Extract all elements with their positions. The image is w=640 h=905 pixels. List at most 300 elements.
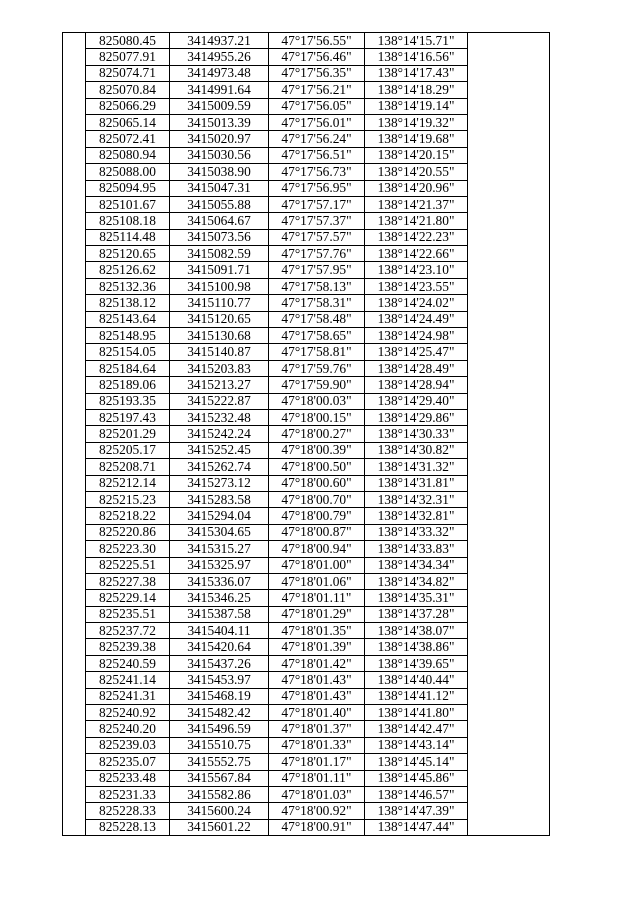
x-coordinate-cell: 825228.33 bbox=[86, 803, 170, 819]
latitude-cell: 47°18'00.91" bbox=[269, 819, 365, 835]
longitude-cell: 138°14'24.02" bbox=[365, 295, 468, 311]
empty-trailing-cell bbox=[468, 278, 550, 294]
y-coordinate-cell: 3415038.90 bbox=[170, 164, 269, 180]
empty-leading-cell bbox=[63, 819, 86, 835]
table-row bbox=[63, 541, 550, 557]
empty-leading-cell bbox=[63, 65, 86, 81]
table-row bbox=[63, 606, 550, 622]
empty-leading-cell bbox=[63, 541, 86, 557]
y-coordinate-cell: 3415420.64 bbox=[170, 639, 269, 655]
y-coordinate-cell: 3415315.27 bbox=[170, 541, 269, 557]
longitude-cell: 138°14'21.37" bbox=[365, 196, 468, 212]
empty-trailing-cell bbox=[468, 786, 550, 802]
longitude-cell: 138°14'42.47" bbox=[365, 721, 468, 737]
table-row bbox=[63, 475, 550, 491]
empty-leading-cell bbox=[63, 770, 86, 786]
empty-leading-cell bbox=[63, 409, 86, 425]
latitude-cell: 47°17'56.73" bbox=[269, 164, 365, 180]
empty-leading-cell bbox=[63, 721, 86, 737]
y-coordinate-cell: 3415567.84 bbox=[170, 770, 269, 786]
table-row bbox=[63, 49, 550, 65]
x-coordinate-cell: 825215.23 bbox=[86, 491, 170, 507]
table-row bbox=[63, 803, 550, 819]
empty-leading-cell bbox=[63, 377, 86, 393]
y-coordinate-cell: 3415404.11 bbox=[170, 623, 269, 639]
empty-leading-cell bbox=[63, 442, 86, 458]
empty-trailing-cell bbox=[468, 524, 550, 540]
table-row bbox=[63, 786, 550, 802]
latitude-cell: 47°17'56.51" bbox=[269, 147, 365, 163]
longitude-cell: 138°14'34.34" bbox=[365, 557, 468, 573]
x-coordinate-cell: 825227.38 bbox=[86, 573, 170, 589]
table-row bbox=[63, 639, 550, 655]
x-coordinate-cell: 825193.35 bbox=[86, 393, 170, 409]
latitude-cell: 47°17'58.13" bbox=[269, 278, 365, 294]
x-coordinate-cell: 825223.30 bbox=[86, 541, 170, 557]
empty-trailing-cell bbox=[468, 688, 550, 704]
x-coordinate-cell: 825080.94 bbox=[86, 147, 170, 163]
table-row bbox=[63, 672, 550, 688]
longitude-cell: 138°14'20.15" bbox=[365, 147, 468, 163]
table-row bbox=[63, 278, 550, 294]
longitude-cell: 138°14'33.83" bbox=[365, 541, 468, 557]
empty-leading-cell bbox=[63, 786, 86, 802]
empty-leading-cell bbox=[63, 606, 86, 622]
latitude-cell: 47°18'00.39" bbox=[269, 442, 365, 458]
x-coordinate-cell: 825154.05 bbox=[86, 344, 170, 360]
empty-trailing-cell bbox=[468, 196, 550, 212]
y-coordinate-cell: 3415283.58 bbox=[170, 491, 269, 507]
latitude-cell: 47°18'00.94" bbox=[269, 541, 365, 557]
y-coordinate-cell: 3414955.26 bbox=[170, 49, 269, 65]
x-coordinate-cell: 825072.41 bbox=[86, 131, 170, 147]
y-coordinate-cell: 3415294.04 bbox=[170, 508, 269, 524]
y-coordinate-cell: 3415273.12 bbox=[170, 475, 269, 491]
empty-leading-cell bbox=[63, 213, 86, 229]
y-coordinate-cell: 3415073.56 bbox=[170, 229, 269, 245]
longitude-cell: 138°14'35.31" bbox=[365, 590, 468, 606]
table-row bbox=[63, 229, 550, 245]
empty-trailing-cell bbox=[468, 819, 550, 835]
latitude-cell: 47°17'57.57" bbox=[269, 229, 365, 245]
x-coordinate-cell: 825241.31 bbox=[86, 688, 170, 704]
longitude-cell: 138°14'16.56" bbox=[365, 49, 468, 65]
empty-trailing-cell bbox=[468, 246, 550, 262]
table-row bbox=[63, 426, 550, 442]
empty-leading-cell bbox=[63, 426, 86, 442]
longitude-cell: 138°14'29.40" bbox=[365, 393, 468, 409]
y-coordinate-cell: 3415437.26 bbox=[170, 655, 269, 671]
x-coordinate-cell: 825074.71 bbox=[86, 65, 170, 81]
empty-trailing-cell bbox=[468, 672, 550, 688]
latitude-cell: 47°18'00.50" bbox=[269, 459, 365, 475]
latitude-cell: 47°18'00.15" bbox=[269, 409, 365, 425]
x-coordinate-cell: 825077.91 bbox=[86, 49, 170, 65]
y-coordinate-cell: 3415030.56 bbox=[170, 147, 269, 163]
table-row bbox=[63, 770, 550, 786]
table-row bbox=[63, 819, 550, 835]
longitude-cell: 138°14'39.65" bbox=[365, 655, 468, 671]
x-coordinate-cell: 825231.33 bbox=[86, 786, 170, 802]
empty-leading-cell bbox=[63, 164, 86, 180]
empty-leading-cell bbox=[63, 803, 86, 819]
table-row bbox=[63, 737, 550, 753]
y-coordinate-cell: 3415252.45 bbox=[170, 442, 269, 458]
x-coordinate-cell: 825143.64 bbox=[86, 311, 170, 327]
y-coordinate-cell: 3415482.42 bbox=[170, 705, 269, 721]
latitude-cell: 47°18'00.60" bbox=[269, 475, 365, 491]
empty-trailing-cell bbox=[468, 164, 550, 180]
empty-leading-cell bbox=[63, 98, 86, 114]
empty-trailing-cell bbox=[468, 65, 550, 81]
x-coordinate-cell: 825228.13 bbox=[86, 819, 170, 835]
empty-trailing-cell bbox=[468, 655, 550, 671]
x-coordinate-cell: 825070.84 bbox=[86, 82, 170, 98]
latitude-cell: 47°18'01.03" bbox=[269, 786, 365, 802]
latitude-cell: 47°18'01.40" bbox=[269, 705, 365, 721]
empty-trailing-cell bbox=[468, 262, 550, 278]
latitude-cell: 47°18'01.39" bbox=[269, 639, 365, 655]
longitude-cell: 138°14'46.57" bbox=[365, 786, 468, 802]
x-coordinate-cell: 825201.29 bbox=[86, 426, 170, 442]
latitude-cell: 47°17'56.35" bbox=[269, 65, 365, 81]
longitude-cell: 138°14'43.14" bbox=[365, 737, 468, 753]
y-coordinate-cell: 3415496.59 bbox=[170, 721, 269, 737]
longitude-cell: 138°14'38.86" bbox=[365, 639, 468, 655]
longitude-cell: 138°14'19.32" bbox=[365, 114, 468, 130]
table-row bbox=[63, 491, 550, 507]
latitude-cell: 47°18'00.27" bbox=[269, 426, 365, 442]
y-coordinate-cell: 3415304.65 bbox=[170, 524, 269, 540]
latitude-cell: 47°17'56.95" bbox=[269, 180, 365, 196]
x-coordinate-cell: 825220.86 bbox=[86, 524, 170, 540]
empty-trailing-cell bbox=[468, 360, 550, 376]
longitude-cell: 138°14'22.23" bbox=[365, 229, 468, 245]
latitude-cell: 47°17'59.76" bbox=[269, 360, 365, 376]
latitude-cell: 47°18'01.35" bbox=[269, 623, 365, 639]
longitude-cell: 138°14'17.43" bbox=[365, 65, 468, 81]
longitude-cell: 138°14'32.31" bbox=[365, 491, 468, 507]
table-row bbox=[63, 442, 550, 458]
x-coordinate-cell: 825233.48 bbox=[86, 770, 170, 786]
empty-leading-cell bbox=[63, 344, 86, 360]
empty-leading-cell bbox=[63, 360, 86, 376]
empty-trailing-cell bbox=[468, 213, 550, 229]
longitude-cell: 138°14'41.12" bbox=[365, 688, 468, 704]
y-coordinate-cell: 3415110.77 bbox=[170, 295, 269, 311]
table-row bbox=[63, 557, 550, 573]
y-coordinate-cell: 3415091.71 bbox=[170, 262, 269, 278]
table-row bbox=[63, 164, 550, 180]
latitude-cell: 47°17'56.01" bbox=[269, 114, 365, 130]
table-row bbox=[63, 295, 550, 311]
latitude-cell: 47°18'01.42" bbox=[269, 655, 365, 671]
empty-trailing-cell bbox=[468, 82, 550, 98]
longitude-cell: 138°14'20.96" bbox=[365, 180, 468, 196]
longitude-cell: 138°14'18.29" bbox=[365, 82, 468, 98]
empty-leading-cell bbox=[63, 705, 86, 721]
empty-trailing-cell bbox=[468, 606, 550, 622]
table-row bbox=[63, 754, 550, 770]
empty-leading-cell bbox=[63, 311, 86, 327]
longitude-cell: 138°14'37.28" bbox=[365, 606, 468, 622]
y-coordinate-cell: 3415203.83 bbox=[170, 360, 269, 376]
longitude-cell: 138°14'30.82" bbox=[365, 442, 468, 458]
empty-trailing-cell bbox=[468, 147, 550, 163]
x-coordinate-cell: 825239.38 bbox=[86, 639, 170, 655]
latitude-cell: 47°18'01.11" bbox=[269, 770, 365, 786]
x-coordinate-cell: 825240.20 bbox=[86, 721, 170, 737]
y-coordinate-cell: 3415601.22 bbox=[170, 819, 269, 835]
longitude-cell: 138°14'25.47" bbox=[365, 344, 468, 360]
longitude-cell: 138°14'41.80" bbox=[365, 705, 468, 721]
y-coordinate-cell: 3415130.68 bbox=[170, 328, 269, 344]
empty-leading-cell bbox=[63, 508, 86, 524]
longitude-cell: 138°14'24.49" bbox=[365, 311, 468, 327]
latitude-cell: 47°18'01.00" bbox=[269, 557, 365, 573]
y-coordinate-cell: 3415600.24 bbox=[170, 803, 269, 819]
longitude-cell: 138°14'20.55" bbox=[365, 164, 468, 180]
empty-leading-cell bbox=[63, 82, 86, 98]
latitude-cell: 47°18'00.03" bbox=[269, 393, 365, 409]
empty-trailing-cell bbox=[468, 131, 550, 147]
empty-leading-cell bbox=[63, 754, 86, 770]
y-coordinate-cell: 3415510.75 bbox=[170, 737, 269, 753]
x-coordinate-cell: 825197.43 bbox=[86, 409, 170, 425]
empty-trailing-cell bbox=[468, 737, 550, 753]
empty-trailing-cell bbox=[468, 459, 550, 475]
y-coordinate-cell: 3415552.75 bbox=[170, 754, 269, 770]
empty-trailing-cell bbox=[468, 114, 550, 130]
table-row bbox=[63, 147, 550, 163]
latitude-cell: 47°18'00.79" bbox=[269, 508, 365, 524]
empty-trailing-cell bbox=[468, 409, 550, 425]
empty-leading-cell bbox=[63, 688, 86, 704]
empty-leading-cell bbox=[63, 590, 86, 606]
table-row bbox=[63, 65, 550, 81]
y-coordinate-cell: 3415009.59 bbox=[170, 98, 269, 114]
y-coordinate-cell: 3414973.48 bbox=[170, 65, 269, 81]
x-coordinate-cell: 825088.00 bbox=[86, 164, 170, 180]
table-row bbox=[63, 33, 550, 49]
empty-trailing-cell bbox=[468, 770, 550, 786]
table-row bbox=[63, 409, 550, 425]
longitude-cell: 138°14'24.98" bbox=[365, 328, 468, 344]
empty-leading-cell bbox=[63, 393, 86, 409]
table-row bbox=[63, 114, 550, 130]
empty-leading-cell bbox=[63, 491, 86, 507]
table-row bbox=[63, 180, 550, 196]
empty-trailing-cell bbox=[468, 803, 550, 819]
empty-trailing-cell bbox=[468, 98, 550, 114]
longitude-cell: 138°14'45.14" bbox=[365, 754, 468, 770]
y-coordinate-cell: 3415064.67 bbox=[170, 213, 269, 229]
coordinates-table-body bbox=[63, 33, 550, 836]
longitude-cell: 138°14'31.81" bbox=[365, 475, 468, 491]
y-coordinate-cell: 3415582.86 bbox=[170, 786, 269, 802]
empty-leading-cell bbox=[63, 246, 86, 262]
empty-trailing-cell bbox=[468, 229, 550, 245]
empty-trailing-cell bbox=[468, 180, 550, 196]
x-coordinate-cell: 825240.92 bbox=[86, 705, 170, 721]
table-row bbox=[63, 82, 550, 98]
table-row bbox=[63, 131, 550, 147]
longitude-cell: 138°14'38.07" bbox=[365, 623, 468, 639]
latitude-cell: 47°18'01.37" bbox=[269, 721, 365, 737]
empty-leading-cell bbox=[63, 672, 86, 688]
empty-leading-cell bbox=[63, 196, 86, 212]
table-row bbox=[63, 623, 550, 639]
x-coordinate-cell: 825114.48 bbox=[86, 229, 170, 245]
empty-leading-cell bbox=[63, 278, 86, 294]
longitude-cell: 138°14'47.44" bbox=[365, 819, 468, 835]
empty-trailing-cell bbox=[468, 344, 550, 360]
table-row bbox=[63, 344, 550, 360]
longitude-cell: 138°14'23.10" bbox=[365, 262, 468, 278]
empty-leading-cell bbox=[63, 573, 86, 589]
latitude-cell: 47°17'57.76" bbox=[269, 246, 365, 262]
latitude-cell: 47°17'56.21" bbox=[269, 82, 365, 98]
empty-trailing-cell bbox=[468, 442, 550, 458]
latitude-cell: 47°18'01.43" bbox=[269, 672, 365, 688]
table-row bbox=[63, 721, 550, 737]
y-coordinate-cell: 3415120.65 bbox=[170, 311, 269, 327]
empty-leading-cell bbox=[63, 655, 86, 671]
y-coordinate-cell: 3415020.97 bbox=[170, 131, 269, 147]
table-row bbox=[63, 246, 550, 262]
empty-leading-cell bbox=[63, 639, 86, 655]
empty-trailing-cell bbox=[468, 33, 550, 49]
y-coordinate-cell: 3415262.74 bbox=[170, 459, 269, 475]
latitude-cell: 47°17'56.24" bbox=[269, 131, 365, 147]
table-row bbox=[63, 705, 550, 721]
table-row bbox=[63, 377, 550, 393]
coordinates-table bbox=[62, 32, 550, 836]
longitude-cell: 138°14'29.86" bbox=[365, 409, 468, 425]
latitude-cell: 47°17'57.17" bbox=[269, 196, 365, 212]
empty-leading-cell bbox=[63, 229, 86, 245]
y-coordinate-cell: 3415100.98 bbox=[170, 278, 269, 294]
empty-trailing-cell bbox=[468, 328, 550, 344]
y-coordinate-cell: 3415140.87 bbox=[170, 344, 269, 360]
y-coordinate-cell: 3415453.97 bbox=[170, 672, 269, 688]
latitude-cell: 47°17'56.46" bbox=[269, 49, 365, 65]
empty-trailing-cell bbox=[468, 311, 550, 327]
x-coordinate-cell: 825235.07 bbox=[86, 754, 170, 770]
x-coordinate-cell: 825208.71 bbox=[86, 459, 170, 475]
x-coordinate-cell: 825240.59 bbox=[86, 655, 170, 671]
x-coordinate-cell: 825237.72 bbox=[86, 623, 170, 639]
x-coordinate-cell: 825065.14 bbox=[86, 114, 170, 130]
x-coordinate-cell: 825218.22 bbox=[86, 508, 170, 524]
latitude-cell: 47°17'56.05" bbox=[269, 98, 365, 114]
longitude-cell: 138°14'31.32" bbox=[365, 459, 468, 475]
y-coordinate-cell: 3415387.58 bbox=[170, 606, 269, 622]
x-coordinate-cell: 825148.95 bbox=[86, 328, 170, 344]
x-coordinate-cell: 825138.12 bbox=[86, 295, 170, 311]
empty-trailing-cell bbox=[468, 557, 550, 573]
table-row bbox=[63, 655, 550, 671]
y-coordinate-cell: 3415047.31 bbox=[170, 180, 269, 196]
empty-trailing-cell bbox=[468, 573, 550, 589]
table-row bbox=[63, 393, 550, 409]
empty-trailing-cell bbox=[468, 721, 550, 737]
y-coordinate-cell: 3415325.97 bbox=[170, 557, 269, 573]
x-coordinate-cell: 825120.65 bbox=[86, 246, 170, 262]
latitude-cell: 47°18'01.29" bbox=[269, 606, 365, 622]
empty-leading-cell bbox=[63, 737, 86, 753]
latitude-cell: 47°17'58.81" bbox=[269, 344, 365, 360]
empty-leading-cell bbox=[63, 475, 86, 491]
longitude-cell: 138°14'28.49" bbox=[365, 360, 468, 376]
empty-trailing-cell bbox=[468, 475, 550, 491]
latitude-cell: 47°18'01.06" bbox=[269, 573, 365, 589]
latitude-cell: 47°17'59.90" bbox=[269, 377, 365, 393]
table-row bbox=[63, 360, 550, 376]
latitude-cell: 47°18'01.11" bbox=[269, 590, 365, 606]
latitude-cell: 47°18'00.70" bbox=[269, 491, 365, 507]
latitude-cell: 47°18'01.33" bbox=[269, 737, 365, 753]
empty-leading-cell bbox=[63, 557, 86, 573]
table-row bbox=[63, 98, 550, 114]
y-coordinate-cell: 3415222.87 bbox=[170, 393, 269, 409]
x-coordinate-cell: 825229.14 bbox=[86, 590, 170, 606]
empty-leading-cell bbox=[63, 147, 86, 163]
x-coordinate-cell: 825126.62 bbox=[86, 262, 170, 278]
empty-leading-cell bbox=[63, 49, 86, 65]
y-coordinate-cell: 3415232.48 bbox=[170, 409, 269, 425]
y-coordinate-cell: 3414937.21 bbox=[170, 33, 269, 49]
table-row bbox=[63, 688, 550, 704]
empty-trailing-cell bbox=[468, 705, 550, 721]
longitude-cell: 138°14'30.33" bbox=[365, 426, 468, 442]
empty-trailing-cell bbox=[468, 491, 550, 507]
x-coordinate-cell: 825184.64 bbox=[86, 360, 170, 376]
table-row bbox=[63, 524, 550, 540]
x-coordinate-cell: 825132.36 bbox=[86, 278, 170, 294]
empty-leading-cell bbox=[63, 295, 86, 311]
empty-leading-cell bbox=[63, 33, 86, 49]
x-coordinate-cell: 825239.03 bbox=[86, 737, 170, 753]
table-row bbox=[63, 196, 550, 212]
table-row bbox=[63, 508, 550, 524]
latitude-cell: 47°17'56.55" bbox=[269, 33, 365, 49]
empty-trailing-cell bbox=[468, 426, 550, 442]
empty-trailing-cell bbox=[468, 508, 550, 524]
empty-trailing-cell bbox=[468, 49, 550, 65]
x-coordinate-cell: 825080.45 bbox=[86, 33, 170, 49]
table-row bbox=[63, 311, 550, 327]
y-coordinate-cell: 3415346.25 bbox=[170, 590, 269, 606]
y-coordinate-cell: 3415082.59 bbox=[170, 246, 269, 262]
longitude-cell: 138°14'19.14" bbox=[365, 98, 468, 114]
x-coordinate-cell: 825225.51 bbox=[86, 557, 170, 573]
longitude-cell: 138°14'22.66" bbox=[365, 246, 468, 262]
empty-leading-cell bbox=[63, 180, 86, 196]
latitude-cell: 47°18'01.17" bbox=[269, 754, 365, 770]
longitude-cell: 138°14'23.55" bbox=[365, 278, 468, 294]
longitude-cell: 138°14'34.82" bbox=[365, 573, 468, 589]
longitude-cell: 138°14'47.39" bbox=[365, 803, 468, 819]
y-coordinate-cell: 3414991.64 bbox=[170, 82, 269, 98]
longitude-cell: 138°14'45.86" bbox=[365, 770, 468, 786]
table-row bbox=[63, 262, 550, 278]
y-coordinate-cell: 3415055.88 bbox=[170, 196, 269, 212]
x-coordinate-cell: 825241.14 bbox=[86, 672, 170, 688]
empty-trailing-cell bbox=[468, 639, 550, 655]
table-row bbox=[63, 459, 550, 475]
empty-leading-cell bbox=[63, 131, 86, 147]
